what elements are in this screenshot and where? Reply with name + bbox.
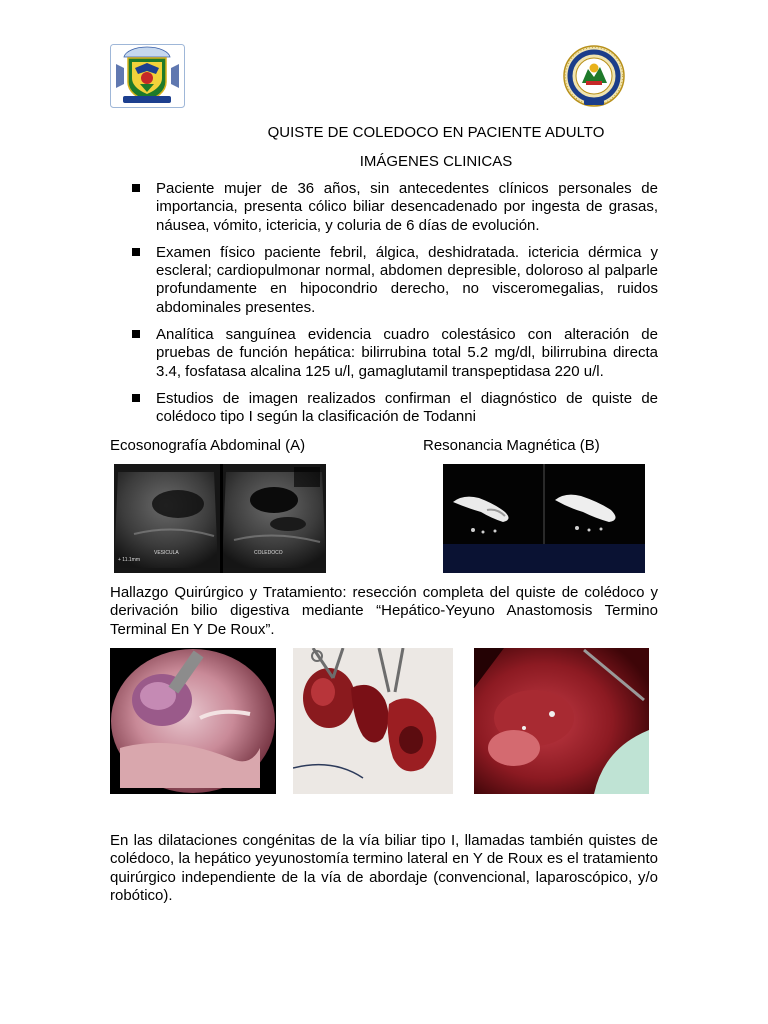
surgical-finding-paragraph: Hallazgo Quirúrgico y Tratamiento: resección completa del quiste de colédoco y derivación bilio digestiva mediante “Hepático-Yeyuno Anastomosis Termino Terminal En Y De Roux”. <box>110 584 658 638</box>
bullet-item <box>130 326 658 381</box>
bullet-text: Estudios de imagen realizados confirman el diagnóstico de quiste de colédoco tipo I según la clasificación de Todanni <box>156 389 658 426</box>
bullet-text: Paciente mujer de 36 años, sin antecedentes clínicos personales de importancia, presenta cólico biliar desencadenado por ingesta de grasas, náusea, vómito, ictericia, y coluria de 6 días de evolución. <box>156 180 658 234</box>
university-seal-icon <box>556 45 632 109</box>
left-university-logo <box>110 44 185 108</box>
square-bullet-icon <box>132 184 140 192</box>
ultrasound-image <box>114 464 326 573</box>
bullet-text: Analítica sanguínea evidencia cuadro colestásico con alteración de pruebas de función hepática: bilirrubina total 5.2 mg/dl, bilirrubina directa 3.4, fosfatasa alcalina 125 u/l, gamaglutamil transpeptidasa 220 u/l. <box>156 326 658 380</box>
resected-specimen-image <box>293 648 453 794</box>
open-surgery-field-image <box>474 648 649 794</box>
square-bullet-icon <box>132 394 140 402</box>
bullet-item <box>130 244 658 317</box>
square-bullet-icon <box>132 330 140 338</box>
right-university-seal <box>556 45 632 109</box>
ultrasound-measure-text: + 11.1mm <box>118 557 140 563</box>
mri-caption: Resonancia Magnética (B) <box>423 437 600 454</box>
clinical-bullet-list <box>130 180 658 436</box>
square-bullet-icon <box>132 248 140 256</box>
shield-crest-icon <box>110 44 185 108</box>
mri-image <box>443 464 645 573</box>
ultrasound-caption: Ecosonografía Abdominal (A) <box>110 437 306 454</box>
bullet-item <box>130 180 658 235</box>
laparoscopic-view-image <box>110 648 276 794</box>
ultrasound-label-vesicula: VESICULA <box>154 550 179 556</box>
conclusion-paragraph: En las dilataciones congénitas de la vía biliar tipo I, llamadas también quistes de colédoco, la hepático yeyunostomía termino lateral en Y de Roux es el tratamiento quirúrgico independiente de la vía de abordaje (convencional, laparoscópico, y/o robótico). <box>110 832 658 904</box>
bullet-text: Examen físico paciente febril, álgica, deshidratada. ictericia dérmica y escleral; cardiopulmonar normal, abdomen depresible, doloroso al palparle profundamente en hipocondrio derecho, no visceromegalias, ruidos abdominales presentes. <box>156 243 658 316</box>
ultrasound-label-coledoco: COLEDOCO <box>254 550 283 556</box>
bullet-item <box>130 390 658 427</box>
document-subtitle: IMÁGENES CLINICAS <box>359 153 513 170</box>
document-title: QUISTE DE COLEDOCO EN PACIENTE ADULTO <box>267 124 605 141</box>
